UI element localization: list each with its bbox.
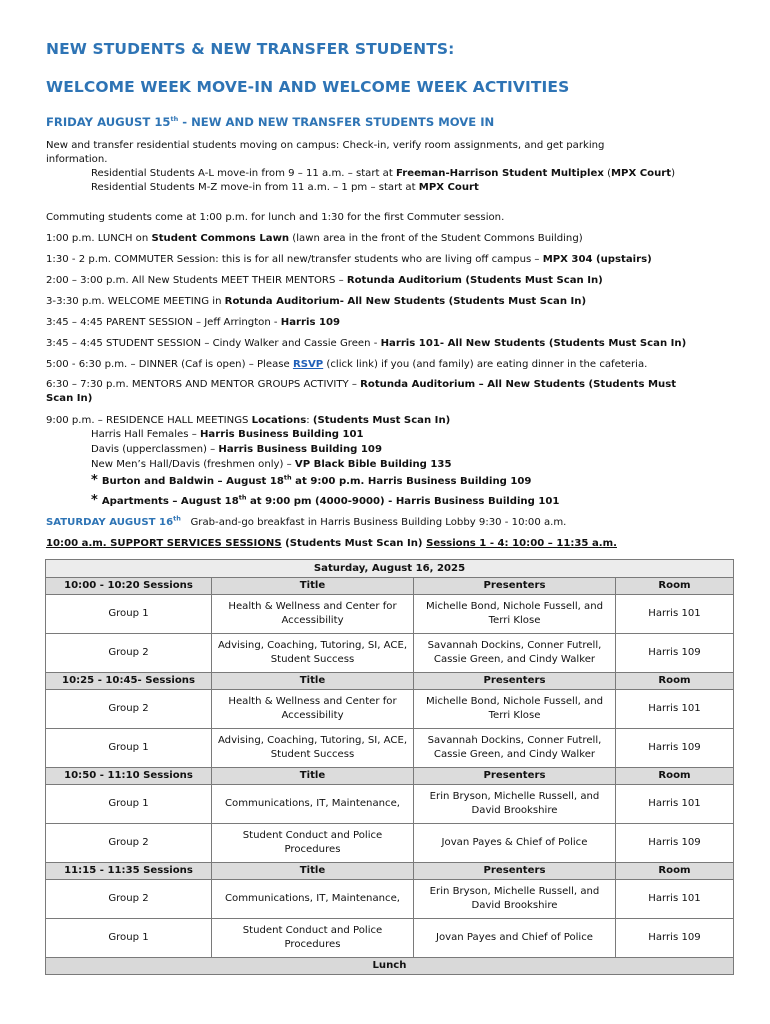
session-header-row [46,673,734,690]
parent-session: 3:45 – 4:45 PARENT SESSION – Jeff Arrington - Harris 109 [46,317,341,328]
group-cell: Group 2 [46,634,212,673]
group-cell: Group 1 [46,595,212,634]
room-cell: Harris 109 [616,919,734,958]
lunch-row [46,958,734,975]
bullet-apartments: * Apartments – August 18th at 9:00 pm (4000-9000) - Harris Business Building 101 [91,493,560,508]
title-cell: Health & Wellness and Center for Accessibility [212,690,414,729]
table-row [46,824,734,863]
column-room-header: Room [616,578,734,595]
table-row [46,690,734,729]
title-cell: Student Conduct and Police Procedures [212,919,414,958]
title-cell: Advising, Coaching, Tutoring, SI, ACE, Student Success [212,634,414,673]
title-cell: Advising, Coaching, Tutoring, SI, ACE, Student Success [212,729,414,768]
column-title-header: Title [212,578,414,595]
table-row [46,880,734,919]
bullet-icon: * [91,493,98,508]
commuter-session: 1:30 - 2 p.m. COMMUTER Session: this is for all new/transfer students who are living off campus – MPX 304 (upstairs) [46,254,652,265]
column-room-header: Room [616,863,734,880]
presenters-cell: Savannah Dockins, Conner Futrell, Cassie Green, and Cindy Walker [414,634,616,673]
column-room-header: Room [616,673,734,690]
commuting-note: Commuting students come at 1:00 p.m. for lunch and 1:30 for the first Commuter session. [46,212,505,223]
bullet-burton-baldwin: * Burton and Baldwin – August 18th at 9:00 p.m. Harris Business Building 109 [91,473,532,488]
column-presenters-header: Presenters [414,673,616,690]
session-header-row [46,578,734,595]
session-time: 10:25 - 10:45- Sessions [46,673,212,690]
residential-m-z: Residential Students M-Z move-in from 11 a.m. – 1 pm – start at MPX Court [91,182,479,193]
column-title-header: Title [212,673,414,690]
session-time: 10:00 - 10:20 Sessions [46,578,212,595]
saturday-line: SATURDAY AUGUST 16th Grab-and-go breakfast in Harris Business Building Lobby 9:30 - 10:00 a.m. [46,514,567,528]
room-cell: Harris 109 [616,634,734,673]
heading-welcome-week: WELCOME WEEK MOVE-IN AND WELCOME WEEK ACTIVITIES [46,78,570,96]
session-header-row [46,863,734,880]
room-cell: Harris 101 [616,785,734,824]
intro-line-2: information. [46,154,108,165]
presenters-cell: Erin Bryson, Michelle Russell, and David Brookshire [414,880,616,919]
room-cell: Harris 109 [616,824,734,863]
table-row [46,595,734,634]
column-presenters-header: Presenters [414,863,616,880]
title-cell: Health & Wellness and Center for Accessibility [212,595,414,634]
intro-line-1: New and transfer residential students moving on campus: Check-in, verify room assignments, and get parking [46,140,605,151]
table-row [46,634,734,673]
group-cell: Group 2 [46,690,212,729]
mentor-groups-line-1: 6:30 – 7:30 p.m. MENTORS AND MENTOR GROUPS ACTIVITY – Rotunda Auditorium – All New Students (Students Must [46,379,677,390]
hall-davis: Davis (upperclassmen) – Harris Business Building 109 [91,444,382,455]
heading-new-students: NEW STUDENTS & NEW TRANSFER STUDENTS: [46,40,455,58]
student-session: 3:45 – 4:45 STUDENT SESSION – Cindy Walker and Cassie Green - Harris 101- All New Students (Students Must Scan In) [46,338,687,349]
column-title-header: Title [212,768,414,785]
table-row [46,729,734,768]
column-presenters-header: Presenters [414,578,616,595]
presenters-cell: Jovan Payes & Chief of Police [414,824,616,863]
table-date: Saturday, August 16, 2025 [46,560,734,578]
group-cell: Group 1 [46,919,212,958]
column-title-header: Title [212,863,414,880]
room-cell: Harris 101 [616,690,734,729]
lunch-item: 1:00 p.m. LUNCH on Student Commons Lawn (lawn area in the front of the Student Commons Building) [46,233,583,244]
table-date-row [46,560,734,578]
hall-new-mens: New Men’s Hall/Davis (freshmen only) – VP Black Bible Building 135 [91,459,452,470]
residential-a-l: Residential Students A-L move-in from 9 – 11 a.m. – start at Freeman-Harrison Student Multiplex (MPX Court) [91,168,676,179]
group-cell: Group 1 [46,729,212,768]
bullet-icon: * [91,473,98,488]
residence-hall-meetings: 9:00 p.m. – RESIDENCE HALL MEETINGS Locations: (Students Must Scan In) [46,415,451,426]
title-cell: Student Conduct and Police Procedures [212,824,414,863]
column-room-header: Room [616,768,734,785]
rsvp-link[interactable]: RSVP [292,359,324,370]
room-cell: Harris 101 [616,880,734,919]
column-presenters-header: Presenters [414,768,616,785]
meet-mentors: 2:00 – 3:00 p.m. All New Students MEET THEIR MENTORS – Rotunda Auditorium (Students Must Scan In) [46,275,603,286]
title-cell: Communications, IT, Maintenance, [212,785,414,824]
friday-heading: FRIDAY AUGUST 15th - NEW AND NEW TRANSFER STUDENTS MOVE IN [46,115,495,129]
dinner-item: 5:00 - 6:30 p.m. – DINNER (Caf is open) – Please RSVP (click link) if you (and family) are eating dinner in the cafeteria. [46,359,648,370]
session-time: 11:15 - 11:35 Sessions [46,863,212,880]
support-services-line: 10:00 a.m. SUPPORT SERVICES SESSIONS (Students Must Scan In) Sessions 1 - 4: 10:00 – 11:35 a.m. [46,538,617,549]
mentor-groups-line-2: Scan In) [46,393,93,404]
table-row [46,785,734,824]
session-header-row [46,768,734,785]
sessions-table [45,559,734,975]
session-time: 10:50 - 11:10 Sessions [46,768,212,785]
room-cell: Harris 101 [616,595,734,634]
group-cell: Group 1 [46,785,212,824]
title-cell: Communications, IT, Maintenance, [212,880,414,919]
group-cell: Group 2 [46,824,212,863]
group-cell: Group 2 [46,880,212,919]
presenters-cell: Erin Bryson, Michelle Russell, and David Brookshire [414,785,616,824]
hall-harris-females: Harris Hall Females – Harris Business Building 101 [91,429,364,440]
presenters-cell: Michelle Bond, Nichole Fussell, and Terri Klose [414,690,616,729]
welcome-meeting: 3-3:30 p.m. WELCOME MEETING in Rotunda Auditorium- All New Students (Students Must Scan In) [46,296,587,307]
presenters-cell: Michelle Bond, Nichole Fussell, and Terri Klose [414,595,616,634]
presenters-cell: Savannah Dockins, Conner Futrell, Cassie Green, and Cindy Walker [414,729,616,768]
table-row [46,919,734,958]
lunch-cell: Lunch [46,958,734,975]
room-cell: Harris 109 [616,729,734,768]
presenters-cell: Jovan Payes and Chief of Police [414,919,616,958]
saturday-label: SATURDAY AUGUST 16th [46,514,181,528]
